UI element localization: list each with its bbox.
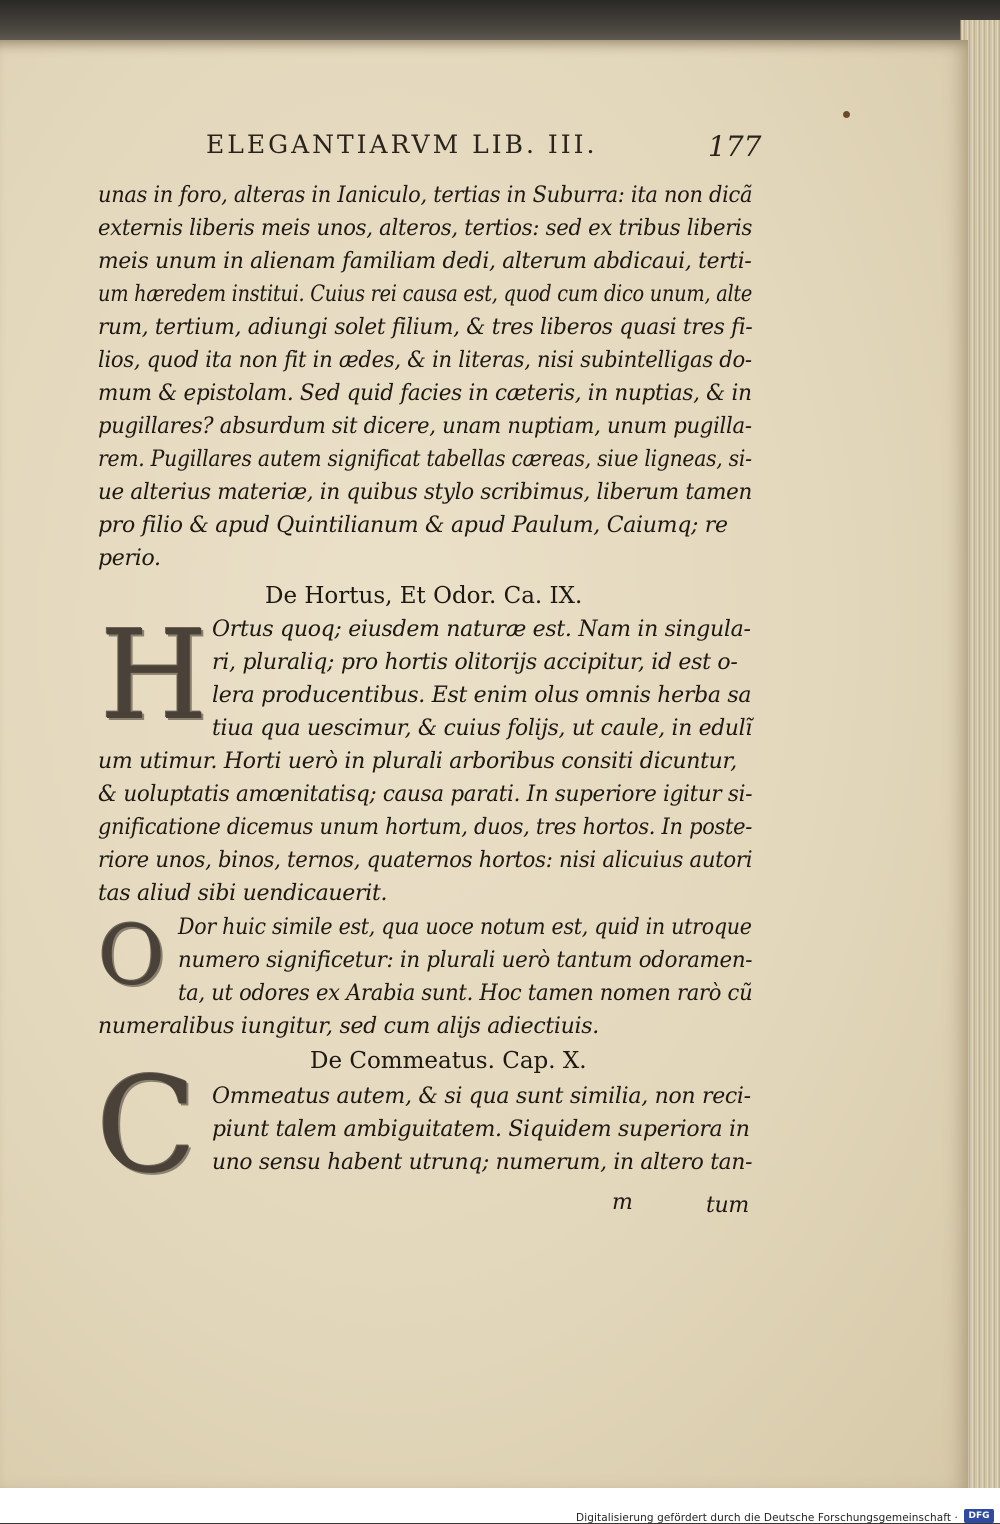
text-line: perio. [98,546,161,571]
dfg-logo-icon: DFG [964,1509,994,1523]
text-line: ta, ut odores ex Arabia sunt. Hoc tamen nomen rarò cũ [178,981,753,1006]
catchword: m [612,1190,633,1215]
drop-cap-c: C [96,1049,197,1203]
footer-credit: Digitalisierung gefördert durch die Deutsche Forschungsgemeinschaft · [576,1512,958,1524]
text-line: rum, tertium, adiungi solet filium, & tres liberos quasi tres fi- [98,315,753,340]
text-line: unas in foro, alteras in Ianiculo, tertias in Suburra: ita non dicã [98,183,753,208]
text-line: pro filio & apud Quintilianum & apud Paulum, Caiumq; re [98,513,728,538]
text-line: pugillares? absurdum sit dicere, unam nuptiam, unum pugilla- [98,414,752,439]
text-line: tiua qua uescimur, & cuius folijs, ut caule, in edulĩ [212,716,752,741]
text-line: externis liberis meis unos, alteros, tertios: sed ex tribus liberis [98,216,753,241]
text-line: meis unum in alienam familiam dedi, alterum abdicaui, terti- [98,249,752,274]
chapter-heading-10: De Commeatus. Cap. X. [310,1048,587,1074]
text-line: & uoluptatis amœnitatisq; causa parati. In superiore igitur si- [98,782,753,807]
page-header [200,130,760,170]
page-number: 177 [708,130,762,163]
text-line: um hæredem institui. Cuius rei causa est, quod cum dico unum, alte [98,282,753,307]
text-line: um utimur. Horti uerò in plurali arboribus consiti dicuntur, [98,749,737,774]
text-line: tas aliud sibi uendicauerit. [98,881,388,906]
text-line: lera producentibus. Est enim olus omnis herba sa [212,683,752,708]
text-line: ri, pluraliq; pro hortis olitorijs accipitur, id est o- [212,650,738,675]
text-line: Ortus quoq; eiusdem naturæ est. Nam in singula- [212,617,751,642]
text-line: rem. Pugillares autem significat tabellas cæreas, siue ligneas, si- [98,447,752,472]
catchword: tum [706,1193,749,1218]
text-line: uno sensu habent utrunq; numerum, in altero tan- [212,1150,753,1175]
text-line: Ommeatus autem, & si qua sunt similia, non reci- [212,1084,751,1109]
text-line: lios, quod ita non fit in ædes, & in literas, nisi subintelligas do- [98,348,752,373]
chapter-heading-9: De Hortus, Et Odor. Ca. IX. [265,583,583,609]
ink-spot [843,111,850,118]
text-line: gnificatione dicemus unum hortum, duos, tres hortos. In poste- [98,815,753,840]
text-line: ue alterius materiæ, in quibus stylo scribimus, liberum tamen [98,480,752,505]
text-line: riore unos, binos, ternos, quaternos hortos: nisi alicuius autori [98,848,753,873]
text-line: Dor huic simile est, qua uoce notum est, quid in utroque [178,915,752,940]
text-line: piunt talem ambiguitatem. Siquidem superiora in [212,1117,750,1142]
drop-cap-h: H [100,604,209,748]
text-line: numeralibus iungitur, sed cum alijs adiectiuis. [98,1014,599,1039]
drop-cap-o: O [98,909,166,1004]
text-line: numero significetur: in plurali uerò tantum odoramen- [178,948,753,973]
running-head: ELEGANTIARVM LIB. III. [206,130,598,159]
text-line: mum & epistolam. Sed quid facies in cæteris, in nuptias, & in [98,381,752,406]
